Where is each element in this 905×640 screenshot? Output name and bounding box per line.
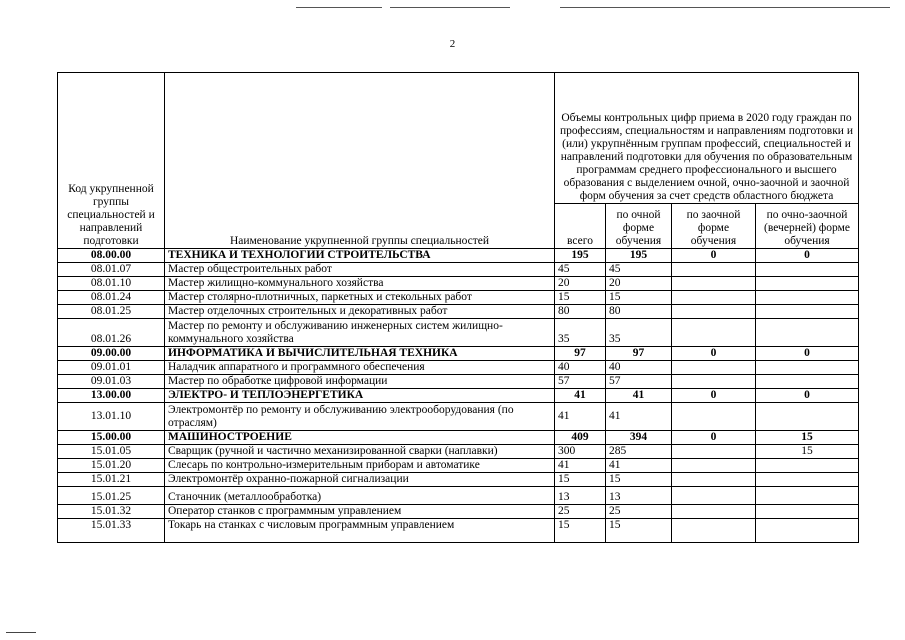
table-body bbox=[58, 249, 859, 543]
cell-code: 15.01.25 bbox=[58, 487, 165, 505]
cell-fulltime: 285 bbox=[606, 445, 672, 459]
cell-code: 09.01.01 bbox=[58, 361, 165, 375]
cell-name: Мастер жилищно-коммунального хозяйства bbox=[165, 277, 555, 291]
cell-code: 15.01.21 bbox=[58, 473, 165, 487]
cell-name: Оператор станков с программным управлением bbox=[165, 505, 555, 519]
cell-evening bbox=[756, 459, 859, 473]
table-row bbox=[58, 319, 859, 347]
cell-fulltime: 25 bbox=[606, 505, 672, 519]
cell-extramural bbox=[672, 445, 756, 459]
table-row bbox=[58, 263, 859, 277]
cell-name: МАШИНОСТРОЕНИЕ bbox=[165, 431, 555, 445]
table-row-group bbox=[58, 431, 859, 445]
cell-fulltime: 40 bbox=[606, 361, 672, 375]
cell-evening bbox=[756, 361, 859, 375]
cell-evening bbox=[756, 487, 859, 505]
cell-evening: 0 bbox=[756, 347, 859, 361]
header-total: всего bbox=[555, 204, 606, 249]
cell-total: 15 bbox=[555, 291, 606, 305]
header-code: Код укрупненной группы специальностей и направлений подготовки bbox=[58, 73, 165, 249]
cell-code: 15.00.00 bbox=[58, 431, 165, 445]
cell-total: 195 bbox=[555, 249, 606, 263]
top-rule bbox=[296, 7, 382, 8]
cell-fulltime: 41 bbox=[606, 403, 672, 431]
cell-total: 25 bbox=[555, 505, 606, 519]
header-evening: по очно-заочной (вечерней) форме обучения bbox=[756, 204, 859, 249]
cell-evening: 0 bbox=[756, 389, 859, 403]
cell-extramural: 0 bbox=[672, 347, 756, 361]
table-row bbox=[58, 403, 859, 431]
cell-code: 08.01.24 bbox=[58, 291, 165, 305]
table-row bbox=[58, 473, 859, 487]
cell-total: 80 bbox=[555, 305, 606, 319]
cell-extramural bbox=[672, 459, 756, 473]
cell-name: ИНФОРМАТИКА И ВЫЧИСЛИТЕЛЬНАЯ ТЕХНИКА bbox=[165, 347, 555, 361]
table-row bbox=[58, 445, 859, 459]
cell-name: ЭЛЕКТРО- И ТЕПЛОЭНЕРГЕТИКА bbox=[165, 389, 555, 403]
cell-total: 57 bbox=[555, 375, 606, 389]
cell-fulltime: 45 bbox=[606, 263, 672, 277]
cell-fulltime: 80 bbox=[606, 305, 672, 319]
cell-total: 15 bbox=[555, 473, 606, 487]
cell-evening bbox=[756, 505, 859, 519]
cell-total: 13 bbox=[555, 487, 606, 505]
cell-evening bbox=[756, 319, 859, 347]
cell-extramural bbox=[672, 375, 756, 389]
cell-code: 08.01.07 bbox=[58, 263, 165, 277]
cell-name: ТЕХНИКА И ТЕХНОЛОГИИ СТРОИТЕЛЬСТВА bbox=[165, 249, 555, 263]
cell-name: Токарь на станках с числовым программным управлением bbox=[165, 519, 555, 543]
cell-total: 41 bbox=[555, 389, 606, 403]
page-number: 2 bbox=[449, 38, 456, 50]
cell-fulltime: 97 bbox=[606, 347, 672, 361]
cell-extramural bbox=[672, 487, 756, 505]
header-extramural: по заочной форме обучения bbox=[672, 204, 756, 249]
cell-code: 08.01.25 bbox=[58, 305, 165, 319]
cell-code: 08.01.10 bbox=[58, 277, 165, 291]
cell-total: 41 bbox=[555, 403, 606, 431]
cell-evening bbox=[756, 291, 859, 305]
cell-evening: 0 bbox=[756, 249, 859, 263]
cell-code: 08.00.00 bbox=[58, 249, 165, 263]
cell-code: 13.00.00 bbox=[58, 389, 165, 403]
cell-code: 15.01.20 bbox=[58, 459, 165, 473]
cell-name: Электромонтёр охранно-пожарной сигнализации bbox=[165, 473, 555, 487]
table-row bbox=[58, 305, 859, 319]
cell-extramural bbox=[672, 263, 756, 277]
cell-fulltime: 41 bbox=[606, 459, 672, 473]
header-volumes: Объемы контрольных цифр приема в 2020 году граждан по профессиям, специальностям и направлениям подготовки и (или) укрупнённым группам профессий, специальностей и направлений подготовки для обучения по образовательным программам среднего профессионального и высшего образования с выделением очной, очно-заочной и заочной форм обучения за счет средств областного бюджета bbox=[555, 73, 859, 204]
cell-evening bbox=[756, 277, 859, 291]
table-row bbox=[58, 361, 859, 375]
cell-extramural: 0 bbox=[672, 249, 756, 263]
cell-name: Мастер общестроительных работ bbox=[165, 263, 555, 277]
cell-total: 20 bbox=[555, 277, 606, 291]
table-row bbox=[58, 291, 859, 305]
cell-total: 97 bbox=[555, 347, 606, 361]
cell-extramural bbox=[672, 305, 756, 319]
cell-fulltime: 15 bbox=[606, 519, 672, 543]
cell-total: 300 bbox=[555, 445, 606, 459]
cell-fulltime: 35 bbox=[606, 319, 672, 347]
cell-evening bbox=[756, 375, 859, 389]
cell-name: Слесарь по контрольно-измерительным приборам и автоматике bbox=[165, 459, 555, 473]
table-row bbox=[58, 519, 859, 543]
top-rule bbox=[560, 7, 890, 8]
table-row bbox=[58, 505, 859, 519]
cell-total: 409 bbox=[555, 431, 606, 445]
cell-extramural bbox=[672, 361, 756, 375]
cell-code: 09.01.03 bbox=[58, 375, 165, 389]
cell-fulltime: 41 bbox=[606, 389, 672, 403]
cell-code: 08.01.26 bbox=[58, 319, 165, 347]
top-rule bbox=[390, 7, 510, 8]
cell-name: Станочник (металлообработка) bbox=[165, 487, 555, 505]
cell-extramural bbox=[672, 519, 756, 543]
cell-name: Сварщик (ручной и частично механизированной сварки (наплавки) bbox=[165, 445, 555, 459]
cell-extramural: 0 bbox=[672, 431, 756, 445]
table-header-row bbox=[58, 73, 859, 204]
table-row bbox=[58, 375, 859, 389]
cell-fulltime: 15 bbox=[606, 291, 672, 305]
cell-evening: 15 bbox=[756, 431, 859, 445]
cell-evening bbox=[756, 473, 859, 487]
cell-extramural bbox=[672, 473, 756, 487]
cell-evening bbox=[756, 263, 859, 277]
cell-extramural bbox=[672, 403, 756, 431]
table-row bbox=[58, 487, 859, 505]
cell-code: 15.01.32 bbox=[58, 505, 165, 519]
cell-code: 09.00.00 bbox=[58, 347, 165, 361]
cell-code: 15.01.05 bbox=[58, 445, 165, 459]
cell-total: 35 bbox=[555, 319, 606, 347]
cell-total: 41 bbox=[555, 459, 606, 473]
table-row-group bbox=[58, 347, 859, 361]
cell-extramural bbox=[672, 277, 756, 291]
cell-evening: 15 bbox=[756, 445, 859, 459]
cell-evening bbox=[756, 305, 859, 319]
header-fulltime: по очной форме обучения bbox=[606, 204, 672, 249]
cell-name: Мастер столярно-плотничных, паркетных и стекольных работ bbox=[165, 291, 555, 305]
cell-code: 13.01.10 bbox=[58, 403, 165, 431]
cell-fulltime: 195 bbox=[606, 249, 672, 263]
cell-extramural bbox=[672, 319, 756, 347]
cell-name: Мастер отделочных строительных и декоративных работ bbox=[165, 305, 555, 319]
cell-extramural bbox=[672, 505, 756, 519]
cell-name: Наладчик аппаратного и программного обеспечения bbox=[165, 361, 555, 375]
cell-fulltime: 15 bbox=[606, 473, 672, 487]
cell-name: Электромонтёр по ремонту и обслуживанию электрооборудования (по отраслям) bbox=[165, 403, 555, 431]
cell-total: 15 bbox=[555, 519, 606, 543]
cell-extramural bbox=[672, 291, 756, 305]
cell-evening bbox=[756, 519, 859, 543]
cell-name: Мастер по обработке цифровой информации bbox=[165, 375, 555, 389]
cell-code: 15.01.33 bbox=[58, 519, 165, 543]
cell-fulltime: 57 bbox=[606, 375, 672, 389]
header-name: Наименование укрупненной группы специальностей bbox=[165, 73, 555, 249]
admission-quota-table bbox=[57, 72, 859, 543]
table-row bbox=[58, 277, 859, 291]
table-row bbox=[58, 459, 859, 473]
table-row-group bbox=[58, 249, 859, 263]
cell-fulltime: 20 bbox=[606, 277, 672, 291]
bottom-rule bbox=[6, 632, 36, 633]
cell-extramural: 0 bbox=[672, 389, 756, 403]
cell-total: 45 bbox=[555, 263, 606, 277]
cell-name: Мастер по ремонту и обслуживанию инженерных систем жилищно-коммунального хозяйства bbox=[165, 319, 555, 347]
cell-fulltime: 13 bbox=[606, 487, 672, 505]
cell-fulltime: 394 bbox=[606, 431, 672, 445]
cell-total: 40 bbox=[555, 361, 606, 375]
cell-evening bbox=[756, 403, 859, 431]
table-row-group bbox=[58, 389, 859, 403]
